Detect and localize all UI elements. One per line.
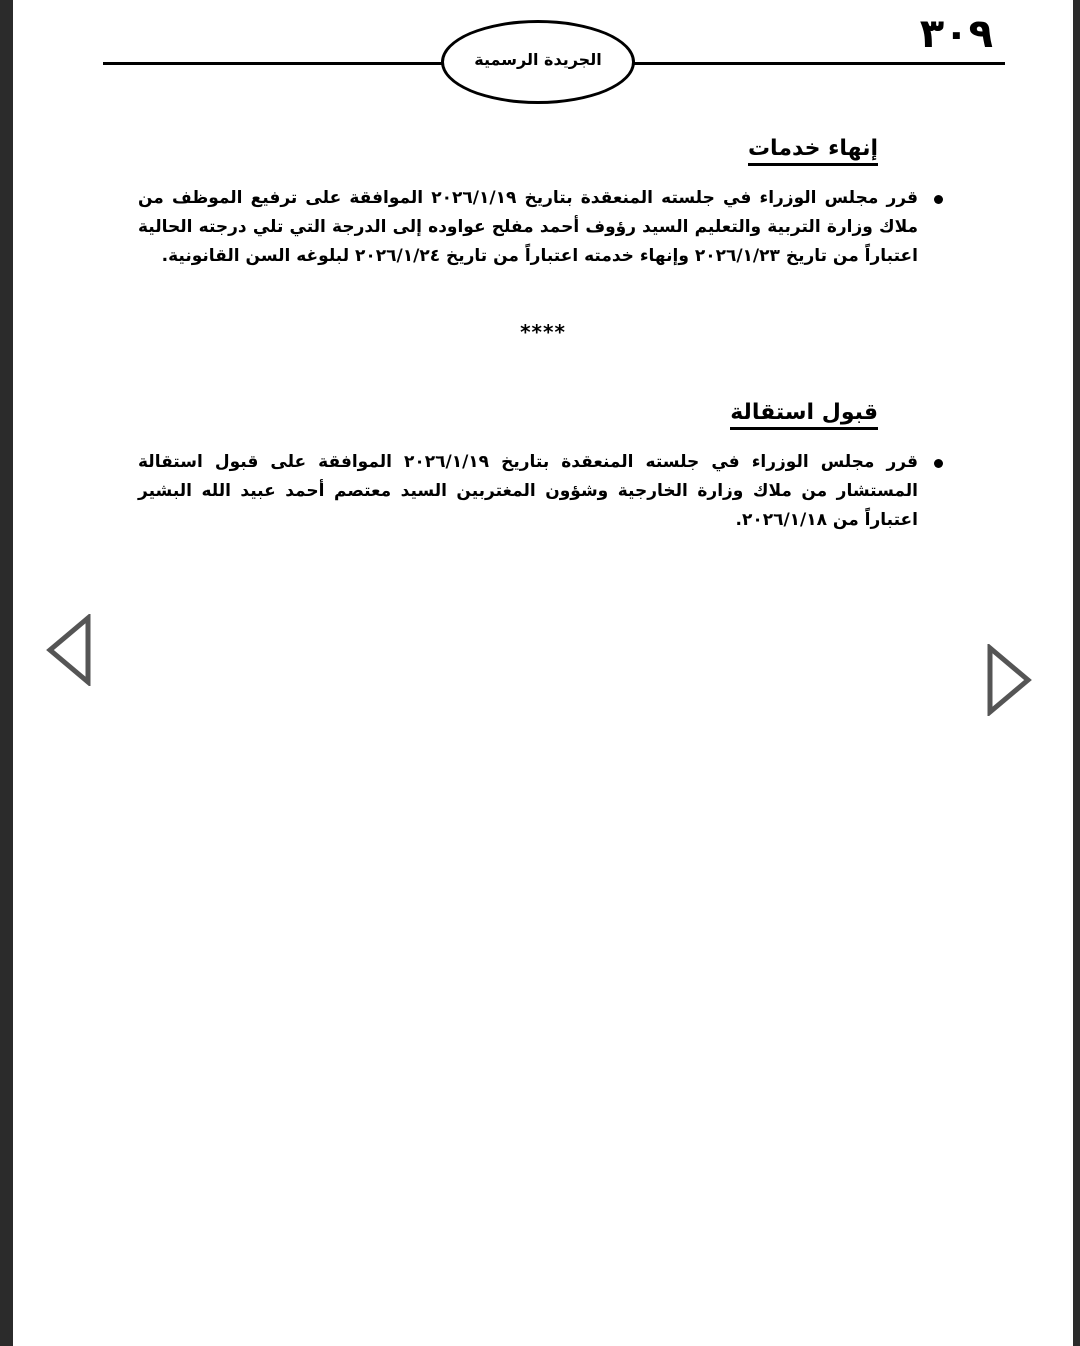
bullet-icon — [934, 195, 943, 204]
triangle-left-icon[interactable] — [44, 614, 92, 686]
section-separator: **** — [520, 320, 566, 344]
page-number: ٣٠٩ — [919, 11, 993, 57]
bullet-icon — [934, 459, 943, 468]
triangle-right-icon[interactable] — [986, 644, 1034, 716]
section-heading-termination: إنهاء خدمات — [748, 136, 878, 166]
section-paragraph-resignation: قرر مجلس الوزراء في جلسته المنعقدة بتاريخ ٢٠٢٦/١/١٩ الموافقة على قبول استقالة المستشار من ملاك وزارة الخارجية وشؤون المغتربين السيد معتصم أحمد عبيد الله البشير اعتباراً من ٢٠٢٦/١/١٨. — [138, 452, 918, 530]
gazette-title-oval — [441, 20, 635, 104]
gazette-title: الجريدة الرسمية — [474, 49, 602, 69]
viewer-frame-right — [1073, 0, 1080, 1346]
section-heading-resignation: قبول استقالة — [730, 400, 878, 430]
document-page — [13, 0, 1073, 1346]
viewer-frame-left — [0, 0, 13, 1346]
section-paragraph-termination: قرر مجلس الوزراء في جلسته المنعقدة بتاريخ ٢٠٢٦/١/١٩ الموافقة على ترفيع الموظف من ملاك وزارة التربية والتعليم السيد رؤوف أحمد مفلح عواوده إلى الدرجة التي تلي درجته الحالية اعتباراً من تاريخ ٢٠٢٦/١/٢٣ وإنهاء خدمته اعتباراً من تاريخ ٢٠٢٦/١/٢٤ لبلوغه السن القانونية. — [138, 188, 919, 266]
